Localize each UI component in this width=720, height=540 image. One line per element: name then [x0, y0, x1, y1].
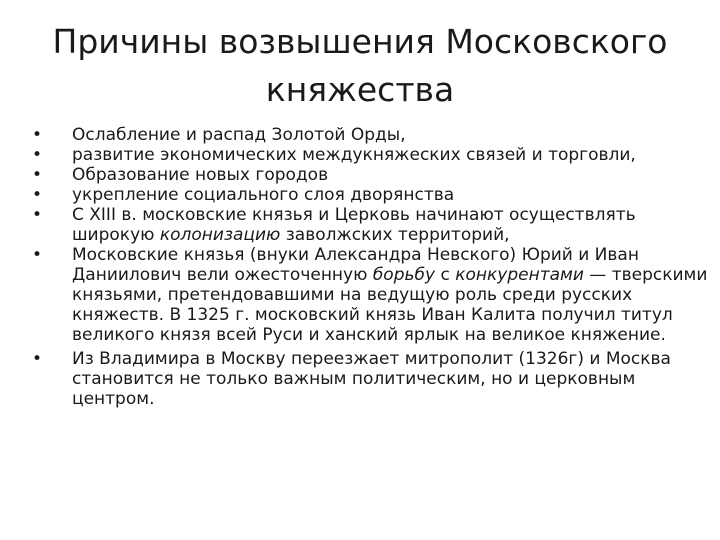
bullet-text-part: С XIII в. московские князья и Церковь начинают осуществлять широкую — [72, 205, 636, 245]
bullet-item-5 — [30, 205, 710, 245]
bullet-icon: • — [31, 205, 43, 225]
bullet-icon: • — [31, 349, 43, 369]
bullet-text: Образование новых городов — [72, 165, 329, 185]
bullet-emphasis: борьбу — [372, 265, 436, 285]
title-line-2: княжества — [265, 70, 455, 109]
bullet-icon: • — [31, 165, 43, 185]
bullet-item-2 — [30, 145, 710, 165]
bullet-text: Из Владимира в Москву переезжает митрополит (1326г) и Москва становится не только важным политическим, но и церковным центром. — [72, 349, 671, 409]
title-line-1: Причины возвышения Московского — [52, 22, 668, 61]
bullet-item-6 — [30, 245, 710, 345]
bullet-icon: • — [31, 185, 43, 205]
bullet-item-7 — [30, 349, 710, 409]
bullet-text: Ослабление и распад Золотой Орды, — [72, 125, 406, 145]
bullet-item-4 — [30, 185, 710, 205]
bullet-text-part: с — [435, 265, 456, 285]
bullet-text-part: заволжских территорий, — [280, 225, 510, 245]
bullet-text-part: Московские князья (внуки Александра Невского) Юрий и Иван Даниилович вели ожесточенную — [72, 245, 639, 285]
bullet-emphasis: конкурентами — [455, 265, 584, 285]
bullet-text-part: — тверскими князьями, претендовавшими на ведущую роль среди русских княжеств. В 1325 г. московский князь Иван Калита получил титул великого князя всей Руси и ханский ярлык на великое княжение. — [72, 265, 708, 345]
bullet-item-1 — [30, 125, 710, 145]
bullet-text: укрепление социального слоя дворянства — [72, 185, 455, 205]
bullet-item-3 — [30, 165, 710, 185]
bullet-emphasis: колонизацию — [159, 225, 281, 245]
bullet-icon: • — [31, 245, 43, 265]
bullet-list — [30, 125, 710, 409]
bullet-text: развитие экономических междукняжеских связей и торговли, — [72, 145, 636, 165]
bullet-icon: • — [31, 145, 43, 165]
slide-title — [40, 18, 680, 114]
bullet-icon: • — [31, 125, 43, 145]
